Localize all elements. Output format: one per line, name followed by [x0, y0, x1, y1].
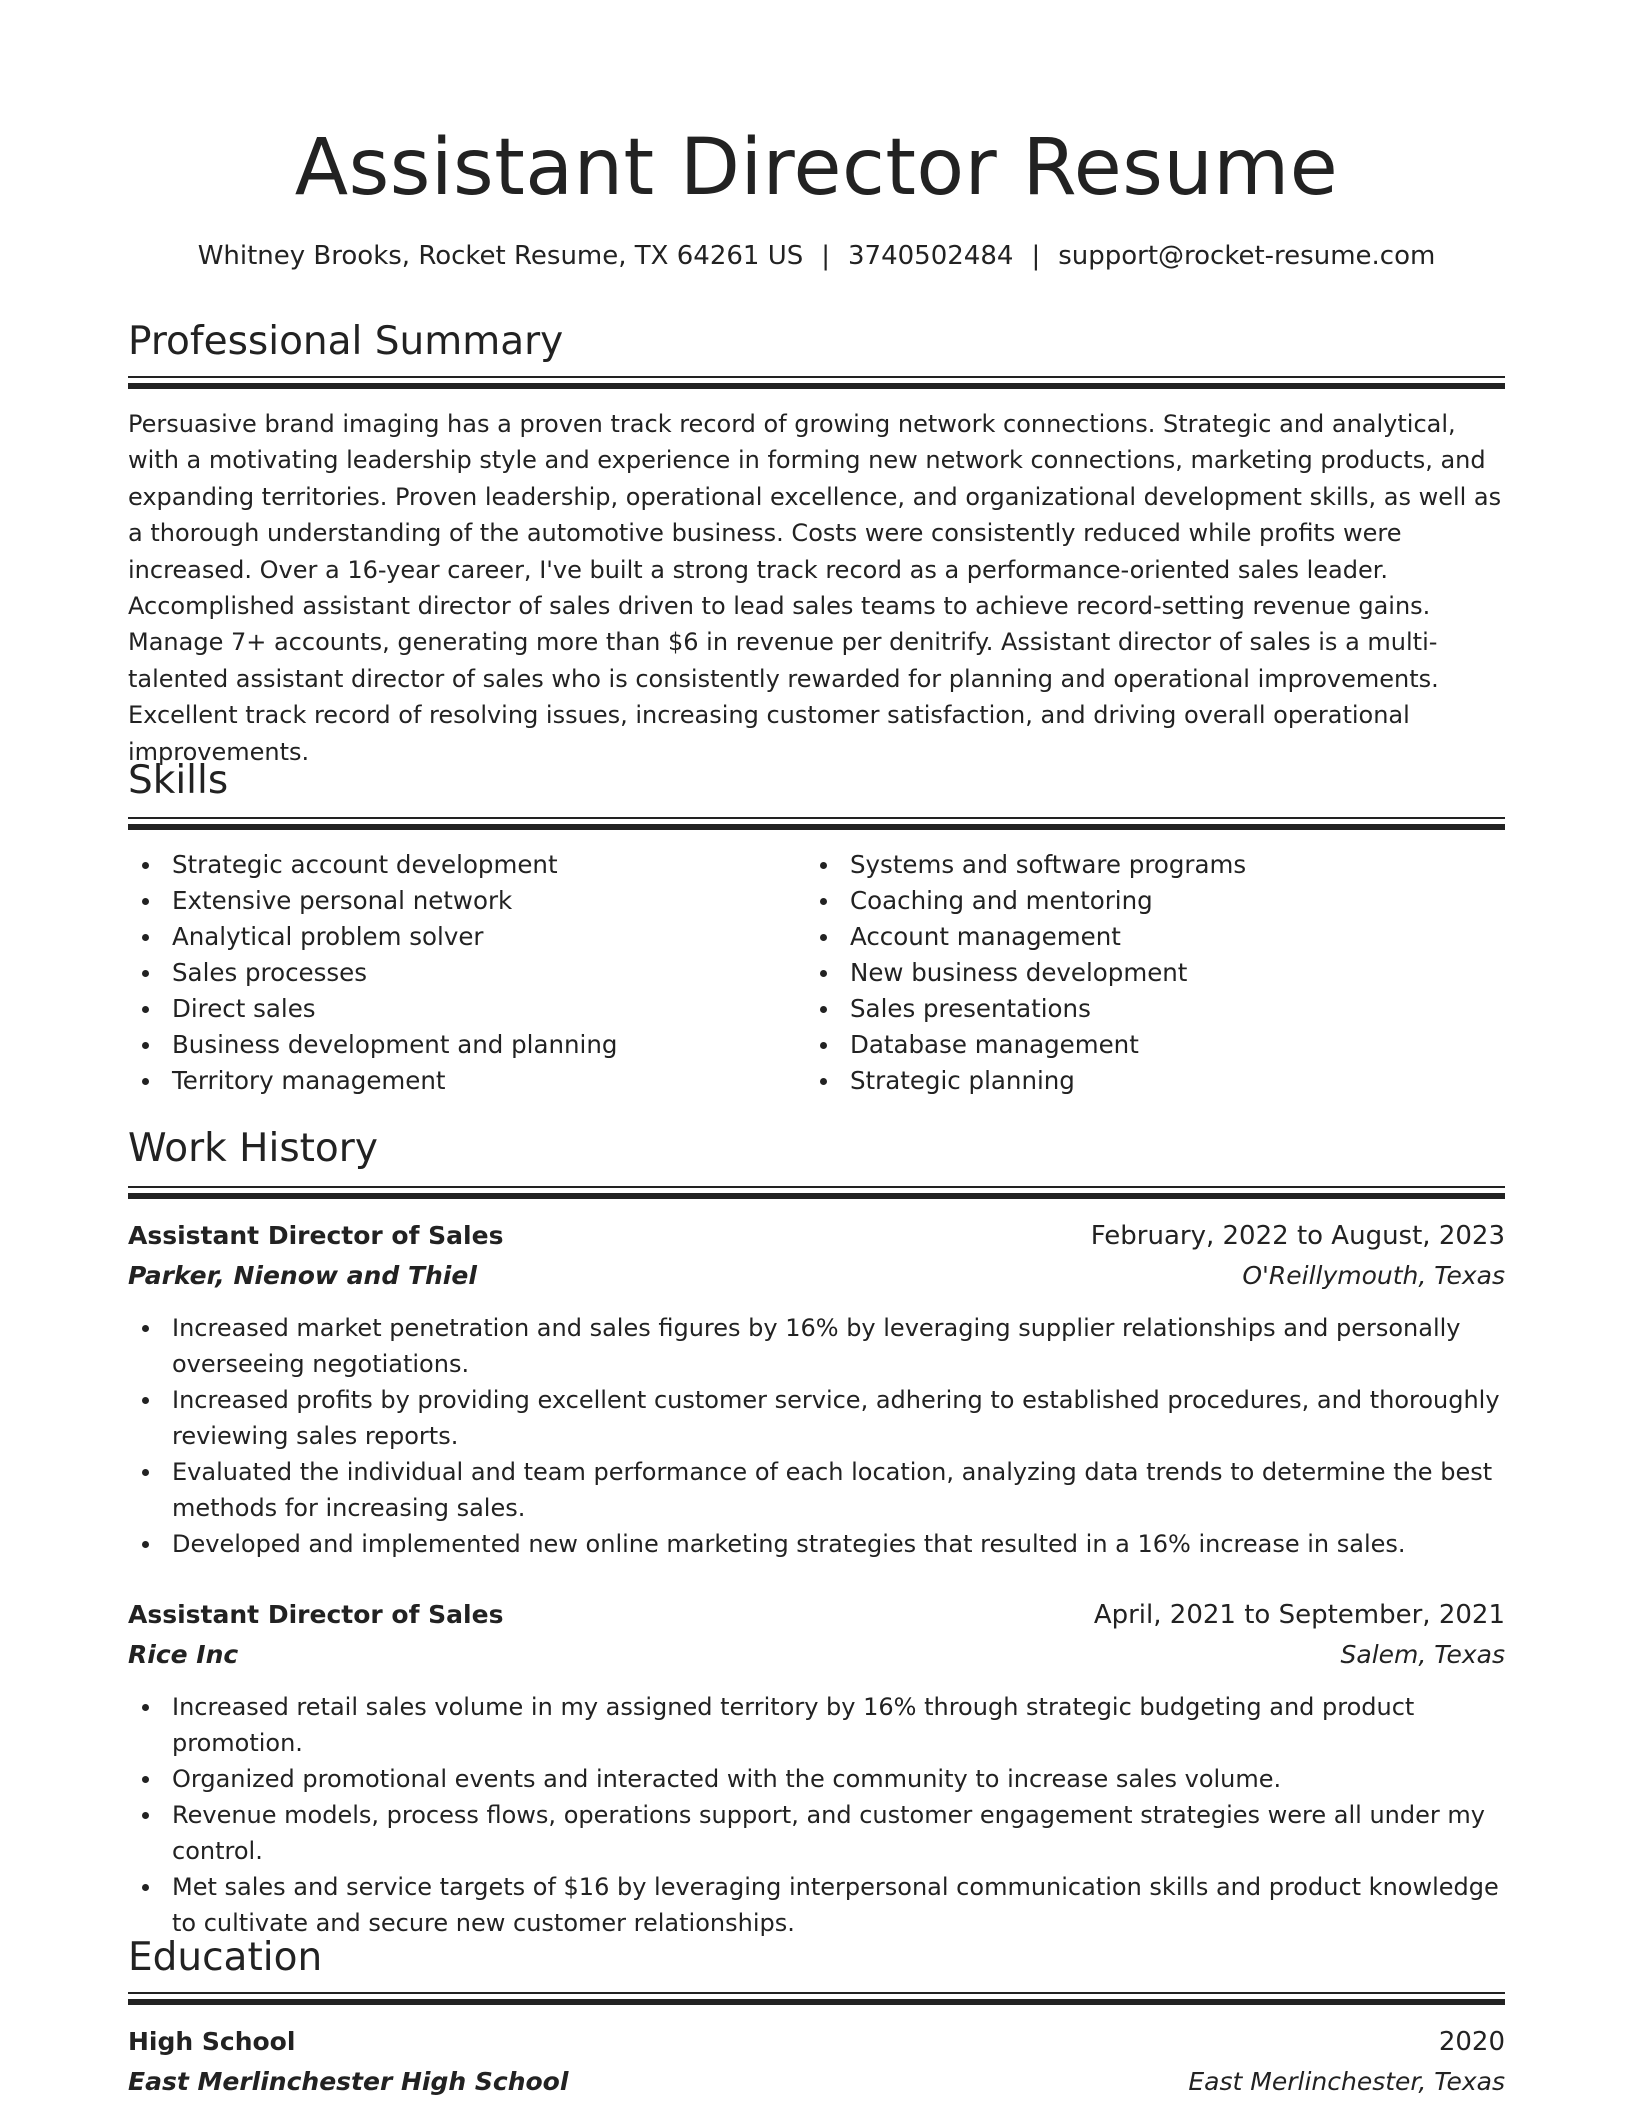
- section-divider: [128, 1992, 1505, 1994]
- resume-title: Assistant Director Resume: [294, 123, 1339, 213]
- skill-item: Territory management: [128, 1063, 788, 1099]
- contact-email: support@rocket-resume.com: [1058, 241, 1436, 271]
- skills-heading: Skills: [128, 758, 229, 803]
- skill-item: Coaching and mentoring: [806, 883, 1466, 919]
- skill-item: Extensive personal network: [128, 883, 788, 919]
- section-divider: [128, 1193, 1505, 1199]
- job-dates: April, 2021 to September, 2021: [1093, 1600, 1505, 1630]
- summary-text: Persuasive brand imaging has a proven track record of growing network connections. Strategic and analytical, with a motivating leadership style and experience in forming new network connections, marketing products, and expanding territories. Proven leadership, operational excellence, and organizational development skills, as well as a thorough understanding of the automotive business. Costs were consistently reduced while profits were increased. Over a 16-year career, I've built a strong track record as a performance-oriented sales leader. Accomplished assistant director of sales driven to lead sales teams to achieve record-setting revenue gains. Manage 7+ accounts, generating more than $6 in revenue per denitrify. Assistant director of sales is a multi-talented assistant director of sales who is consistently rewarded for planning and operational improvements. Excellent track record of resolving issues, increasing customer satisfaction, and driving overall operational improvements.: [128, 410, 1502, 766]
- job-bullet: Developed and implemented new online marketing strategies that resulted in a 16% increase in sales.: [128, 1526, 1505, 1562]
- education-heading: Education: [128, 1935, 323, 1980]
- skill-item: Strategic planning: [806, 1063, 1466, 1099]
- job-location: Salem, Texas: [1340, 1640, 1505, 1669]
- job-company: Rice Inc: [128, 1640, 239, 1669]
- section-divider: [128, 824, 1505, 830]
- skills-section-header: [128, 755, 1505, 807]
- skills-list-right: [806, 847, 1466, 1099]
- job-entry: [128, 1595, 1505, 1941]
- job-bullets: [128, 1689, 1505, 1941]
- job-dates: February, 2022 to August, 2023: [1090, 1221, 1505, 1251]
- contact-line: [128, 236, 1505, 276]
- section-divider: [128, 383, 1505, 389]
- work-section-header: [128, 1123, 1505, 1175]
- skill-item: Account management: [806, 919, 1466, 955]
- section-divider: [128, 376, 1505, 378]
- education-section-header: [128, 1932, 1505, 1984]
- work-heading: Work History: [128, 1126, 378, 1171]
- job-bullet: Organized promotional events and interacted with the community to increase sales volume.: [128, 1761, 1505, 1797]
- skill-item: Business development and planning: [128, 1027, 788, 1063]
- job-bullet: Increased market penetration and sales figures by 16% by leveraging supplier relationships and personally overseeing negotiations.: [128, 1310, 1505, 1382]
- skill-item: Direct sales: [128, 991, 788, 1027]
- section-divider: [128, 1999, 1505, 2005]
- summary-heading: Professional Summary: [128, 319, 564, 364]
- skill-item: Analytical problem solver: [128, 919, 788, 955]
- contact-separator: |: [821, 241, 831, 271]
- skill-item: Strategic account development: [128, 847, 788, 883]
- contact-address: Whitney Brooks, Rocket Resume, TX 64261 US: [197, 241, 804, 271]
- education-location: East Merlinchester, Texas: [1188, 2067, 1505, 2096]
- education-degree: High School: [128, 2027, 296, 2056]
- skills-list-left: [128, 847, 788, 1099]
- job-entry: [128, 1216, 1505, 1562]
- contact-phone: 3740502484: [848, 241, 1014, 271]
- education-school: East Merlinchester High School: [128, 2067, 569, 2096]
- job-bullet: Met sales and service targets of $16 by leveraging interpersonal communication skills and product knowledge to cultivate and secure new customer relationships.: [128, 1869, 1505, 1941]
- skill-item: Sales presentations: [806, 991, 1466, 1027]
- skill-item: Database management: [806, 1027, 1466, 1063]
- education-entry: [128, 2022, 1505, 2102]
- job-location: O'Reillymouth, Texas: [1242, 1261, 1505, 1290]
- skill-item: Systems and software programs: [806, 847, 1466, 883]
- job-bullet: Evaluated the individual and team performance of each location, analyzing data trends to determine the best methods for increasing sales.: [128, 1454, 1505, 1526]
- job-title: Assistant Director of Sales: [128, 1600, 504, 1629]
- job-bullets: [128, 1310, 1505, 1562]
- education-year: 2020: [1438, 2027, 1505, 2057]
- skill-item: New business development: [806, 955, 1466, 991]
- section-divider: [128, 817, 1505, 819]
- job-bullet: Increased profits by providing excellent customer service, adhering to established procedures, and thoroughly reviewing sales reports.: [128, 1382, 1505, 1454]
- job-company: Parker, Nienow and Thiel: [128, 1261, 477, 1290]
- section-divider: [128, 1186, 1505, 1188]
- skill-item: Sales processes: [128, 955, 788, 991]
- job-title: Assistant Director of Sales: [128, 1221, 504, 1250]
- summary-section-header: [128, 316, 1505, 368]
- job-bullet: Revenue models, process flows, operations support, and customer engagement strategies were all under my control.: [128, 1797, 1505, 1869]
- contact-separator: |: [1031, 241, 1041, 271]
- job-bullet: Increased retail sales volume in my assigned territory by 16% through strategic budgeting and product promotion.: [128, 1689, 1505, 1761]
